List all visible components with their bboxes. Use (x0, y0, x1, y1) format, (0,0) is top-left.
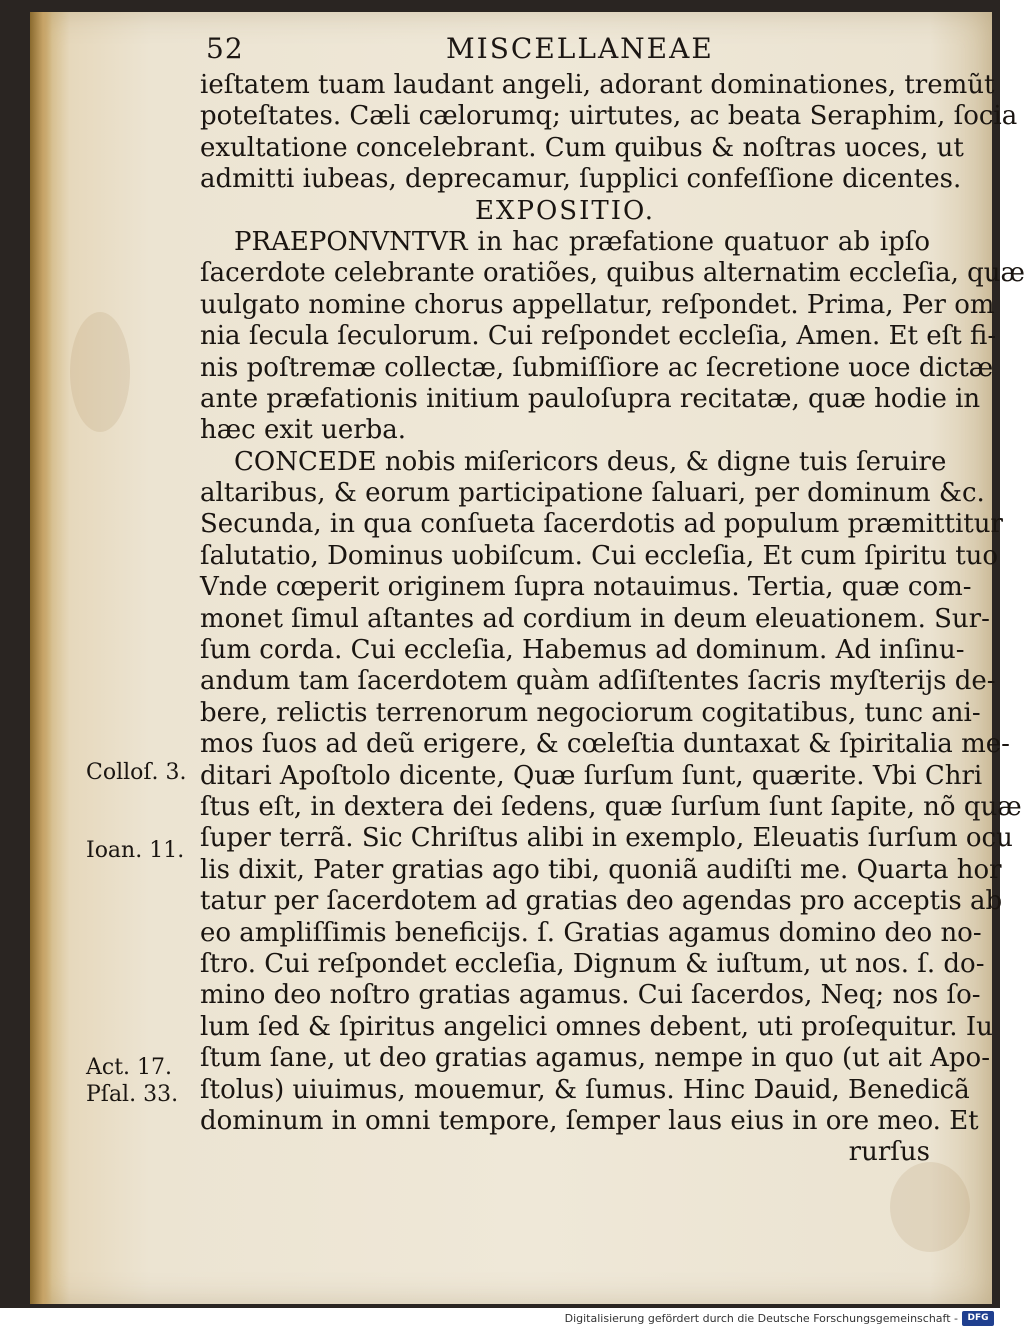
text-line: ſtus eſt, in dextera dei ſedens, quæ ſurſum ſunt ſapite, nõ quæ (200, 791, 1022, 822)
page-gutter-edge (30, 12, 52, 1304)
text-line: dominum in omni tempore, ſemper laus eius in ore meo. Et (200, 1105, 979, 1136)
text-line: ſtro. Cui reſpondet eccleſia, Dignum & iuſtum, ut nos. ſ. do- (200, 948, 985, 979)
dfg-logo-icon: DFG (962, 1311, 994, 1326)
text-line: Secunda, in qua conſueta ſacerdotis ad populum præmittitur (200, 509, 1003, 540)
text-line: uulgato nomine chorus appellatur, reſpondet. Prima, Per om (200, 289, 995, 320)
text-line: Vnde cœperit originem ſupra notauimus. Tertia, quæ com- (200, 572, 972, 603)
text-line: tatur per ſacerdotem ad gratias deo agendas pro acceptis ab (200, 886, 1003, 917)
text-line: altaribus, & eorum participatione ſaluari, per dominum &c. (200, 478, 985, 509)
text-line: mos ſuos ad deũ erigere, & cœleſtia duntaxat & ſpiritalia me- (200, 729, 1010, 760)
text-line: monet ſimul aſtantes ad cordium in deum eleuationem. Sur- (200, 603, 990, 634)
text-line: eo ampliſſimis beneficijs. ſ. Gratias agamus domino deo no- (200, 917, 982, 948)
text-line: exultatione concelebrant. Cum quibus & noſtras uoces, ut (200, 132, 964, 163)
margin-reference: Ioan. 11. (86, 838, 185, 863)
running-head (206, 32, 726, 72)
margin-reference: Pſal. 33. (86, 1082, 179, 1107)
paper-stain (70, 312, 130, 432)
text-line: poteſtates. Cæli cælorumq; uirtutes, ac beata Seraphim, ſocia (200, 101, 1018, 132)
footer-bar (0, 1308, 1000, 1331)
paper-stain (890, 1162, 970, 1252)
catchword: rurſus (848, 1137, 930, 1168)
page-number: 52 (206, 32, 244, 65)
text-line: hæc exit uerba. (200, 415, 407, 446)
text-line: ſum corda. Cui eccleſia, Habemus ad dominum. Ad inſinu- (200, 635, 965, 666)
text-line: admitti iubeas, deprecamur, ſupplici confeſſione dicentes. (200, 164, 962, 195)
text-line: ſacerdote celebrante oratiões, quibus alternatim eccleſia, quæ (200, 258, 1025, 289)
margin-reference: Colloſ. 3. (86, 760, 187, 785)
digitization-credit: Digitalisierung gefördert durch die Deutsche Forschungsgemeinschaft - (564, 1312, 958, 1325)
text-line: mino deo noſtro gratias agamus. Cui ſacerdos, Neq; nos ſo- (200, 980, 981, 1011)
text-line: ſuper terrã. Sic Chriſtus alibi in exemplo, Eleuatis ſurſum ocu (200, 823, 1013, 854)
text-line: CONCEDE nobis miſericors deus, & digne tuis ſeruire (234, 446, 947, 477)
text-line: ante præfationis initium pauloſupra recitatæ, quæ hodie in (200, 383, 981, 414)
text-line: ſtolus) uiuimus, mouemur, & ſumus. Hinc Dauid, Benedicã (200, 1074, 970, 1105)
text-line: andum tam ſacerdotem quàm adſiſtentes ſacris myſterijs de- (200, 666, 996, 697)
section-heading: EXPOSITIO. (474, 195, 656, 226)
text-line: lum ſed & ſpiritus angelici omnes debent, uti proſequitur. Iu (200, 1011, 993, 1042)
main-text (200, 70, 1025, 1169)
text-line: ſtum ſane, ut deo gratias agamus, nempe in quo (ut ait Apo- (200, 1043, 990, 1074)
margin-reference: Act. 17. (86, 1055, 173, 1080)
text-line: nia ſecula ſeculorum. Cui reſpondet eccleſia, Amen. Et eſt fi- (200, 321, 997, 352)
text-line: ieſtatem tuam laudant angeli, adorant dominationes, tremũt (200, 70, 995, 100)
text-line: nis poſtremæ collectæ, ſubmiſſiore ac ſecretione uoce dictæ (200, 352, 994, 383)
text-line: ditari Apoſtolo dicente, Quæ ſurſum ſunt, quærite. Vbi Chri (200, 760, 983, 791)
text-line: PRAEPONVNTVR in hac præfatione quatuor ab ipſo (234, 226, 930, 257)
running-title: MISCELLANEAE (446, 32, 714, 65)
text-line: bere, relictis terrenorum negociorum cogitatibus, tunc ani- (200, 697, 981, 728)
text-line: ſalutatio, Dominus uobiſcum. Cui eccleſia, Et cum ſpiritu tuo (200, 540, 999, 571)
text-line: lis dixit, Pater gratias ago tibi, quoniã audiſti me. Quarta hor (200, 854, 1002, 885)
